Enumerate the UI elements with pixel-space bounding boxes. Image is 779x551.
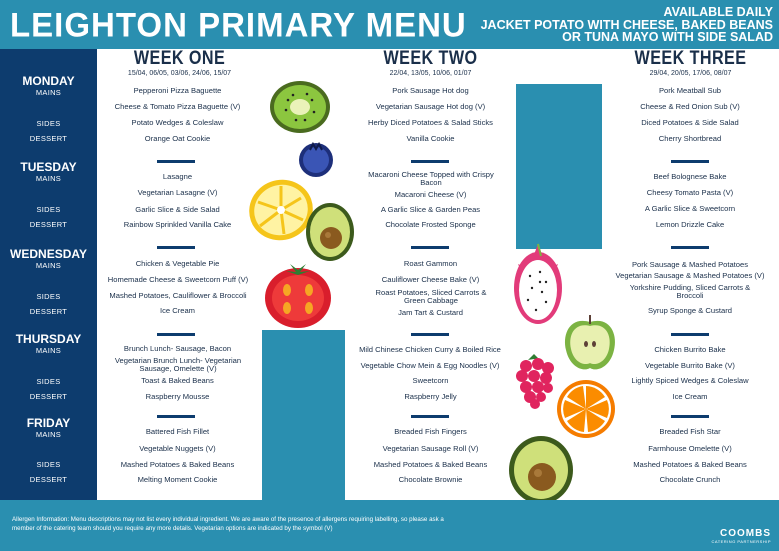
dessert-label: DESSERT	[29, 475, 68, 484]
tomato-icon	[262, 260, 334, 330]
separator	[157, 246, 195, 249]
menu-item: Herby Diced Potatoes & Salad Sticks	[368, 118, 493, 127]
menu-item: Vanilla Cookie	[406, 134, 455, 143]
menu-item: Chocolate Brownie	[398, 475, 463, 484]
day-name: THURSDAY	[15, 332, 82, 346]
menu-item: Breaded Fish Star	[659, 427, 721, 436]
menu-item: Farmhouse Omelette (V)	[648, 444, 732, 453]
week-title: WEEK ONE	[133, 48, 226, 69]
dessert-label: DESSERT	[29, 392, 68, 401]
sides-label: SIDES	[36, 292, 61, 301]
day-tuesday	[0, 161, 97, 183]
menu-item: Vegetarian Sausage & Mashed Potatoes (V)	[615, 271, 765, 280]
week-dates: 29/04, 20/05, 17/06, 08/07	[649, 70, 732, 77]
menu-item: Chicken & Vegetable Pie	[135, 259, 220, 268]
blueberry-icon	[296, 140, 336, 178]
week-dates: 22/04, 13/05, 10/06, 01/07	[389, 70, 472, 77]
dessert-label: DESSERT	[29, 307, 68, 316]
menu-item: Pork Sausage & Mashed Potatoes	[631, 260, 749, 269]
menu-title: LEIGHTON PRIMARY MENU	[10, 5, 467, 44]
kiwi-icon	[268, 80, 332, 134]
available-daily-line-2: OR TUNA MAYO WITH SIDE SALAD	[562, 30, 773, 44]
menu-item: Battered Fish Fillet	[145, 427, 210, 436]
menu-item: Orange Oat Cookie	[144, 134, 211, 143]
separator	[671, 246, 709, 249]
menu-item: Cherry Shortbread	[658, 134, 722, 143]
menu-item: Roast Potatoes, Sliced Carrots & Green Cabbage	[375, 288, 487, 306]
menu-item: Mashed Potatoes, Cauliflower & Broccoli	[109, 291, 247, 300]
menu-item: Lightly Spiced Wedges & Coleslaw	[631, 376, 749, 385]
menu-item: Raspberry Jelly	[404, 392, 457, 401]
available-daily-heading: AVAILABLE DAILY	[663, 5, 773, 19]
menu-item: Vegetable Nuggets (V)	[139, 444, 216, 453]
menu-item: Ice Cream	[159, 306, 196, 315]
menu-item: Chicken Burrito Bake	[654, 345, 726, 354]
menu-item: Macaroni Cheese Topped with Crispy Bacon	[368, 170, 494, 188]
avocado-icon	[506, 430, 576, 506]
week-title: WEEK THREE	[634, 48, 747, 69]
menu-item: Chocolate Frosted Sponge	[385, 220, 476, 229]
menu-item: Cauliflower Cheese Bake (V)	[381, 275, 480, 284]
menu-item: A Garlic Slice & Garden Peas	[380, 205, 481, 214]
separator	[411, 415, 449, 418]
sides-label: SIDES	[36, 460, 61, 469]
menu-item: Jam Tart & Custard	[398, 308, 463, 317]
menu-item: Cheese & Red Onion Sub (V)	[640, 102, 740, 111]
day-name: WEDNESDAY	[10, 247, 87, 261]
dragonfruit-icon	[510, 240, 566, 332]
apple-icon	[560, 312, 620, 374]
menu-item: Roast Gammon	[403, 259, 458, 268]
menu-item: Lemon Drizzle Cake	[655, 220, 725, 229]
menu-item: Pork Sausage Hot dog	[392, 86, 469, 95]
logo-text: COOMBS	[720, 528, 771, 539]
menu-item: Diced Potatoes & Side Salad	[641, 118, 739, 127]
menu-item: Rainbow Sprinkled Vanilla Cake	[123, 220, 232, 229]
menu-item: Garlic Slice & Side Salad	[135, 205, 220, 214]
mains-label: MAINS	[35, 346, 62, 355]
separator	[157, 333, 195, 336]
week-one-header	[97, 49, 262, 78]
menu-item: Vegetarian Brunch Lunch- Vegetarian Sausage, Omelette (V)	[114, 356, 242, 374]
day-name: FRIDAY	[26, 416, 71, 430]
week-three-header	[602, 49, 779, 78]
menu-item: Melting Moment Cookie	[137, 475, 218, 484]
menu-item: Vegetarian Sausage Roll (V)	[382, 444, 479, 453]
mains-label: MAINS	[35, 430, 62, 439]
menu-item: Mashed Potatoes & Baked Beans	[120, 460, 235, 469]
menu-item: Vegetable Chow Mein & Egg Noodles (V)	[360, 361, 500, 370]
cutout-week-one	[262, 330, 345, 500]
menu-item: Toast & Baked Beans	[141, 376, 214, 385]
menu-item: Syrup Sponge & Custard	[647, 306, 732, 315]
day-friday	[0, 417, 97, 439]
menu-item: Brunch Lunch- Sausage, Bacon	[123, 344, 232, 353]
separator	[671, 333, 709, 336]
menu-item: Homemade Cheese & Sweetcorn Puff (V)	[107, 275, 249, 284]
week-two-header	[345, 49, 516, 78]
menu-item: Breaded Fish Fingers	[394, 427, 467, 436]
day-thursday	[0, 333, 97, 355]
menu-item: Vegetarian Sausage Hot dog (V)	[375, 102, 486, 111]
logo-subtext: CATERING PARTNERSHIP	[711, 539, 771, 544]
menu-item: Yorkshire Pudding, Sliced Carrots & Broccoli	[629, 283, 751, 301]
menu-item: Vegetable Burrito Bake (V)	[645, 361, 735, 370]
mains-label: MAINS	[35, 174, 62, 183]
day-monday	[0, 75, 97, 97]
allergen-info: Allergen Information: Menu descriptions may not list every individual ingredient. We are aware of the presence of allergens requiring labelling, so please ask a member of the catering team should you require any more details. Vegetarian options are indicated by the symbol (V)	[12, 516, 444, 532]
sides-label: SIDES	[36, 119, 61, 128]
menu-item: Cheesy Tomato Pasta (V)	[646, 188, 734, 197]
menu-item: Raspberry Mousse	[145, 392, 210, 401]
menu-item: Macaroni Cheese (V)	[394, 190, 467, 199]
menu-item: Potato Wedges & Coleslaw	[131, 118, 224, 127]
menu-item: Cheese & Tomato Pizza Baguette (V)	[114, 102, 241, 111]
menu-item: Vegetarian Lasagne (V)	[137, 188, 218, 197]
day-wednesday	[0, 248, 97, 270]
menu-item: Pork Meatball Sub	[658, 86, 722, 95]
week-dates: 15/04, 06/05, 03/06, 24/06, 15/07	[127, 70, 232, 77]
dessert-label: DESSERT	[29, 134, 68, 143]
avocado-icon	[304, 198, 356, 262]
separator	[157, 415, 195, 418]
separator	[411, 160, 449, 163]
menu-item: Pepperoni Pizza Baguette	[133, 86, 222, 95]
dessert-label: DESSERT	[29, 220, 68, 229]
sides-label: SIDES	[36, 205, 61, 214]
raspberry-icon	[510, 348, 558, 410]
menu-item: Sweetcorn	[412, 376, 449, 385]
day-name: MONDAY	[22, 74, 75, 88]
separator	[411, 333, 449, 336]
available-daily-line-1: JACKET POTATO WITH CHEESE, BAKED BEANS	[480, 17, 773, 32]
cutout-week-two	[516, 84, 602, 249]
menu-item: A Garlic Slice & Sweetcorn	[644, 204, 736, 213]
separator	[157, 160, 195, 163]
menu-item: Beef Bolognese Bake	[653, 172, 727, 181]
menu-item: Mild Chinese Chicken Curry & Boiled Rice	[359, 345, 501, 354]
available-daily	[481, 6, 773, 44]
menu-item: Lasagne	[162, 172, 193, 181]
separator	[671, 415, 709, 418]
week-title: WEEK TWO	[383, 48, 478, 69]
header-bar	[0, 0, 779, 49]
menu-item: Ice Cream	[672, 392, 708, 401]
separator	[411, 246, 449, 249]
menu-item: Chocolate Crunch	[659, 475, 721, 484]
menu-item: Mashed Potatoes & Baked Beans	[633, 460, 747, 469]
menu-item: Mashed Potatoes & Baked Beans	[373, 460, 488, 469]
mains-label: MAINS	[35, 88, 62, 97]
separator	[671, 160, 709, 163]
day-name: TUESDAY	[20, 160, 77, 174]
sides-label: SIDES	[36, 377, 61, 386]
mains-label: MAINS	[35, 261, 62, 270]
coombs-logo	[711, 528, 771, 544]
